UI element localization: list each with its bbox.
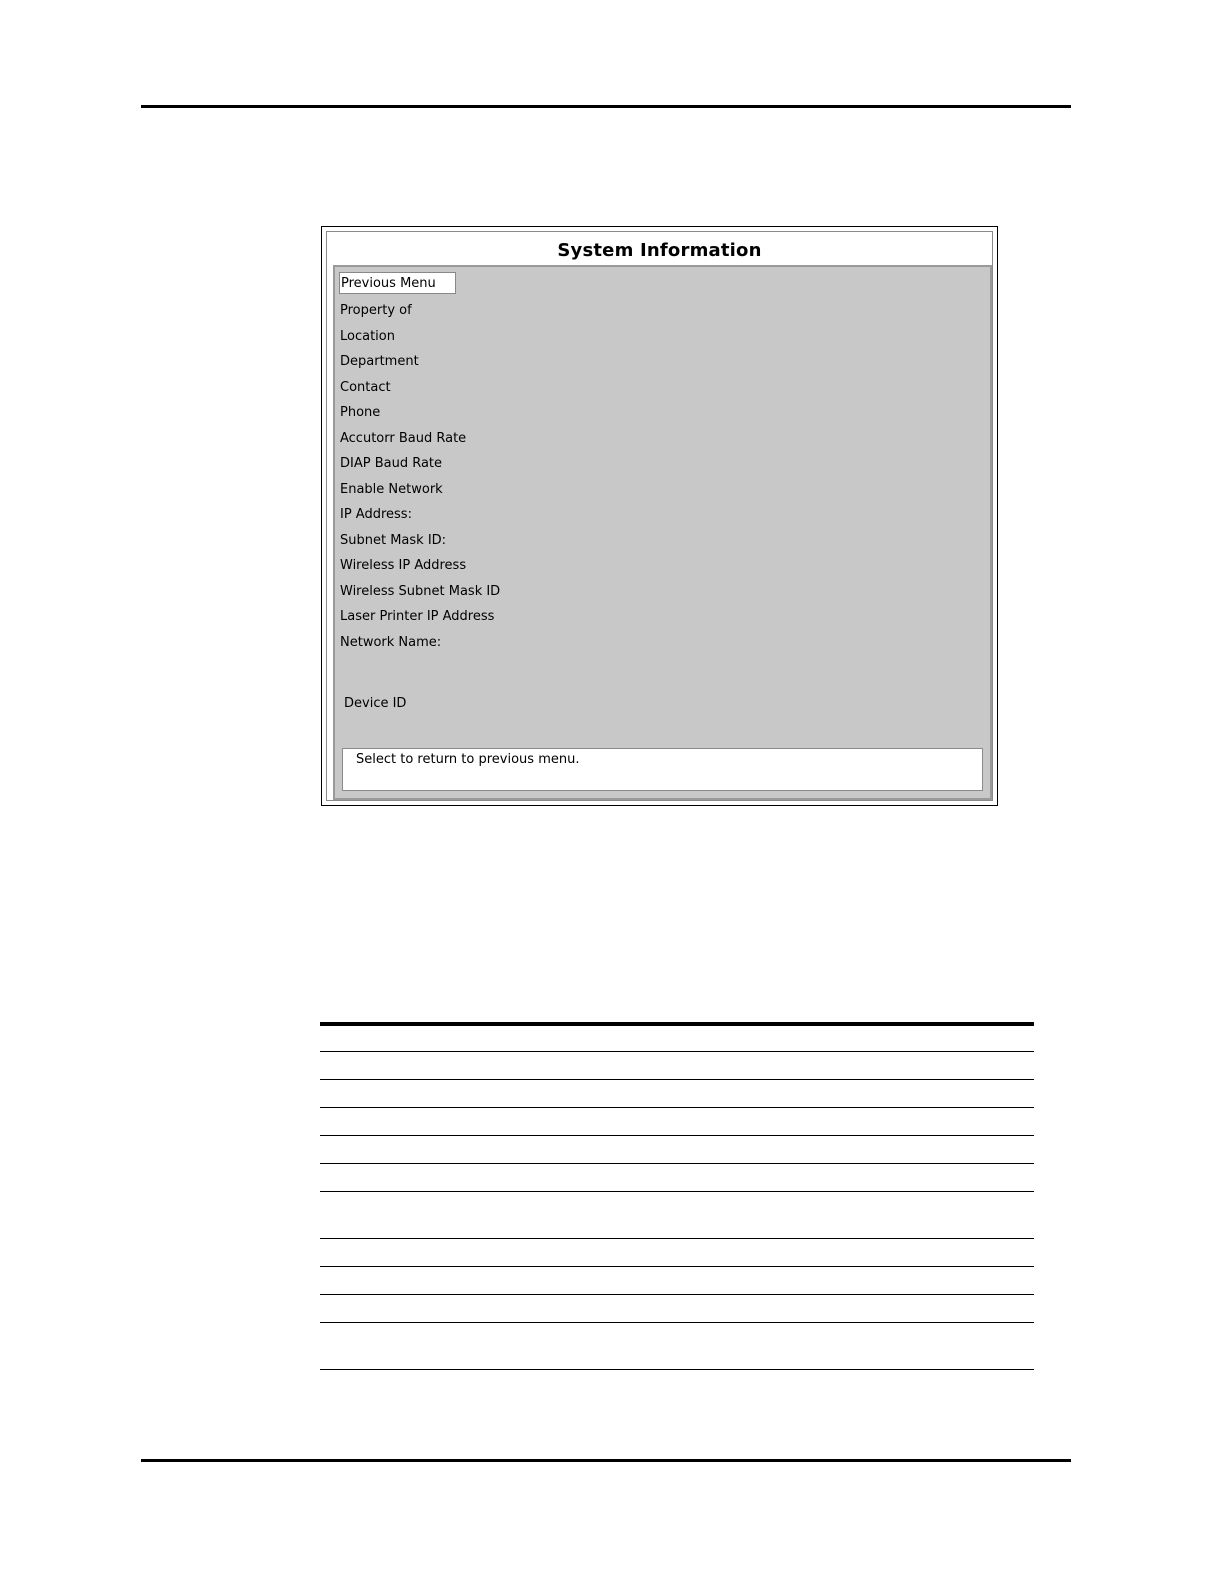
menu-item-contact[interactable]: Contact [340,380,391,395]
menu-item-phone[interactable]: Phone [340,405,381,420]
help-message: Select to return to previous menu. [356,752,580,767]
footer-rule [141,1459,1071,1462]
menu-item-diap-baud-rate[interactable]: DIAP Baud Rate [340,456,443,471]
window-title: System Information [557,240,762,261]
menu-item-laser-printer-ip-address[interactable]: Laser Printer IP Address [340,609,495,624]
header-rule [141,105,1071,108]
table-row [320,1080,1034,1108]
menu-item-wireless-subnet-mask-id[interactable]: Wireless Subnet Mask ID [340,584,501,599]
table-row [320,1108,1034,1136]
table-row [320,1052,1034,1080]
menu-panel [333,265,992,800]
menu-item-network-name[interactable]: Network Name: [340,635,442,650]
ruled-table [320,1022,1034,1370]
menu-item-wireless-ip-address[interactable]: Wireless IP Address [340,558,467,573]
menu-item-previous-menu[interactable]: Previous Menu [339,272,456,294]
menu-item-device-id[interactable]: Device ID [344,696,407,711]
table-row [320,1026,1034,1052]
table-row [320,1295,1034,1323]
table-row [320,1192,1034,1239]
menu-item-enable-network[interactable]: Enable Network [340,482,443,497]
table-row [320,1323,1034,1370]
table-row [320,1164,1034,1192]
table-row [320,1239,1034,1267]
menu-item-accutorr-baud-rate[interactable]: Accutorr Baud Rate [340,431,467,446]
window-frame [326,231,993,801]
menu-item-department[interactable]: Department [340,354,419,369]
help-message-box [342,748,983,791]
table-row [320,1136,1034,1164]
system-information-window [321,226,998,806]
table-row [320,1267,1034,1295]
menu-item-ip-address[interactable]: IP Address: [340,507,412,522]
menu-item-location[interactable]: Location [340,329,395,344]
menu-item-property-of[interactable]: Property of [340,303,412,318]
menu-item-subnet-mask-id[interactable]: Subnet Mask ID: [340,533,447,548]
